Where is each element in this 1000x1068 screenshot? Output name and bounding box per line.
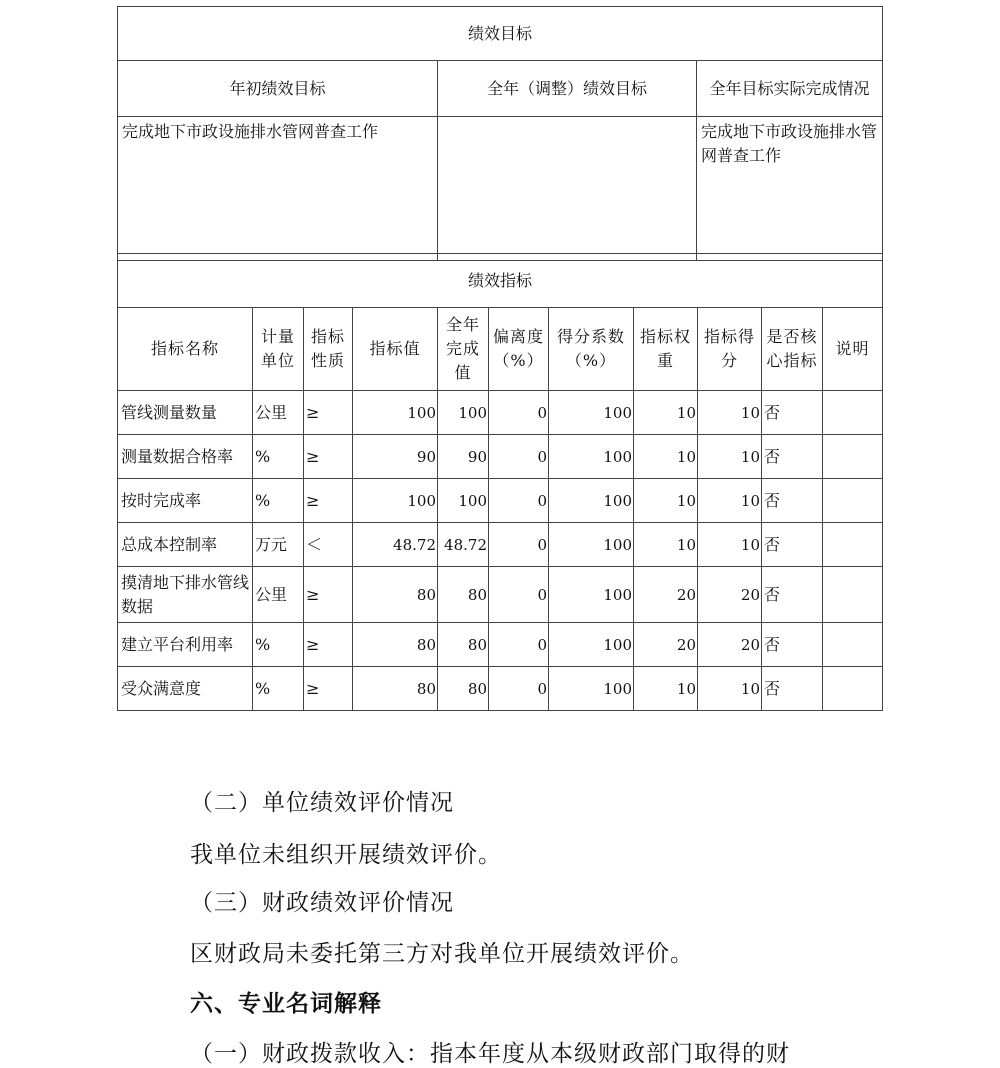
header-note: 说明 [823, 308, 883, 391]
score-coefficient-cell: 100 [549, 567, 634, 623]
deviation-cell: 0 [489, 523, 549, 567]
actual-cell: 100 [438, 479, 489, 523]
table-row [118, 435, 883, 479]
score-cell: 20 [698, 623, 762, 667]
header-score: 指标得分 [698, 308, 762, 391]
score-cell: 10 [698, 479, 762, 523]
score-coefficient-cell: 100 [549, 391, 634, 435]
target-cell: 90 [353, 435, 438, 479]
core-indicator-cell: 否 [762, 667, 823, 711]
indicator-name: 受众满意度 [118, 667, 253, 711]
actual-cell: 80 [438, 567, 489, 623]
score-cell: 10 [698, 391, 762, 435]
table-row [118, 391, 883, 435]
nature-cell: ≥ [304, 391, 353, 435]
header-nature: 指标性质 [304, 308, 353, 391]
deviation-cell: 0 [489, 623, 549, 667]
target-cell: 80 [353, 667, 438, 711]
weight-cell: 10 [634, 667, 698, 711]
unit-cell: 公里 [253, 391, 304, 435]
note-cell [823, 479, 883, 523]
indicator-name: 测量数据合格率 [118, 435, 253, 479]
weight-cell: 10 [634, 523, 698, 567]
table-row [118, 523, 883, 567]
deviation-cell: 0 [489, 567, 549, 623]
unit-cell: % [253, 623, 304, 667]
indicator-name: 摸清地下排水管线数据 [118, 567, 253, 623]
target-cell: 48.72 [353, 523, 438, 567]
core-indicator-cell: 否 [762, 479, 823, 523]
target-cell: 100 [353, 391, 438, 435]
weight-cell: 10 [634, 479, 698, 523]
actual-cell: 90 [438, 435, 489, 479]
score-coefficient-cell: 100 [549, 667, 634, 711]
header-adjusted-goal: 全年（调整）绩效目标 [438, 61, 697, 117]
nature-cell: ≥ [304, 623, 353, 667]
actual-completion-cell: 完成地下市政设施排水管网普查工作 [697, 117, 883, 261]
initial-goal-cell: 完成地下市政设施排水管网普查工作 [118, 117, 438, 261]
table-row [118, 567, 883, 623]
target-cell: 80 [353, 623, 438, 667]
target-cell: 80 [353, 567, 438, 623]
weight-cell: 10 [634, 391, 698, 435]
unit-cell: % [253, 479, 304, 523]
score-cell: 10 [698, 667, 762, 711]
header-initial-goal: 年初绩效目标 [118, 61, 438, 117]
header-actual-value: 全年完成值 [438, 308, 489, 391]
core-indicator-cell: 否 [762, 623, 823, 667]
nature-cell: ＜ [304, 523, 353, 567]
score-coefficient-cell: 100 [549, 523, 634, 567]
goals-section-title: 绩效目标 [118, 7, 883, 61]
header-target-value: 指标值 [353, 308, 438, 391]
actual-cell: 80 [438, 667, 489, 711]
deviation-cell: 0 [489, 435, 549, 479]
header-deviation: 偏离度（%） [489, 308, 549, 391]
note-cell [823, 667, 883, 711]
target-cell: 100 [353, 479, 438, 523]
fiscal-eval-heading: （三）财政绩效评价情况 [190, 890, 454, 916]
core-indicator-cell: 否 [762, 567, 823, 623]
deviation-cell: 0 [489, 667, 549, 711]
indicator-name: 管线测量数量 [118, 391, 253, 435]
weight-cell: 10 [634, 435, 698, 479]
core-indicator-cell: 否 [762, 391, 823, 435]
nature-cell: ≥ [304, 667, 353, 711]
indicators-section-title: 绩效指标 [118, 254, 883, 308]
header-weight: 指标权重 [634, 308, 698, 391]
actual-cell: 48.72 [438, 523, 489, 567]
indicator-name: 按时完成率 [118, 479, 253, 523]
actual-cell: 100 [438, 391, 489, 435]
table-row [118, 623, 883, 667]
indicators-table [117, 253, 883, 711]
adjusted-goal-cell [438, 117, 697, 261]
unit-cell: % [253, 435, 304, 479]
terms-heading: 六、专业名词解释 [190, 990, 382, 1017]
score-coefficient-cell: 100 [549, 479, 634, 523]
note-cell [823, 523, 883, 567]
header-unit: 计量单位 [253, 308, 304, 391]
indicator-name: 建立平台利用率 [118, 623, 253, 667]
score-cell: 10 [698, 435, 762, 479]
indicator-name: 总成本控制率 [118, 523, 253, 567]
header-score-coefficient: 得分系数（%） [549, 308, 634, 391]
table-row [118, 667, 883, 711]
note-cell [823, 435, 883, 479]
unit-cell: % [253, 667, 304, 711]
nature-cell: ≥ [304, 567, 353, 623]
table-row [118, 479, 883, 523]
fiscal-eval-body: 区财政局未委托第三方对我单位开展绩效评价。 [190, 941, 694, 967]
header-indicator-name: 指标名称 [118, 308, 253, 391]
score-cell: 10 [698, 523, 762, 567]
nature-cell: ≥ [304, 479, 353, 523]
note-cell [823, 391, 883, 435]
score-coefficient-cell: 100 [549, 623, 634, 667]
unit-eval-body: 我单位未组织开展绩效评价。 [190, 842, 502, 868]
core-indicator-cell: 否 [762, 523, 823, 567]
actual-cell: 80 [438, 623, 489, 667]
score-cell: 20 [698, 567, 762, 623]
goals-table [117, 6, 883, 261]
deviation-cell: 0 [489, 479, 549, 523]
note-cell [823, 623, 883, 667]
unit-cell: 公里 [253, 567, 304, 623]
score-coefficient-cell: 100 [549, 435, 634, 479]
weight-cell: 20 [634, 623, 698, 667]
unit-cell: 万元 [253, 523, 304, 567]
core-indicator-cell: 否 [762, 435, 823, 479]
deviation-cell: 0 [489, 391, 549, 435]
term1-line: （一）财政拨款收入：指本年度从本级财政部门取得的财 [190, 1041, 790, 1067]
header-actual-completion: 全年目标实际完成情况 [697, 61, 883, 117]
weight-cell: 20 [634, 567, 698, 623]
nature-cell: ≥ [304, 435, 353, 479]
header-core-indicator: 是否核心指标 [762, 308, 823, 391]
unit-eval-heading: （二）单位绩效评价情况 [190, 790, 454, 816]
note-cell [823, 567, 883, 623]
